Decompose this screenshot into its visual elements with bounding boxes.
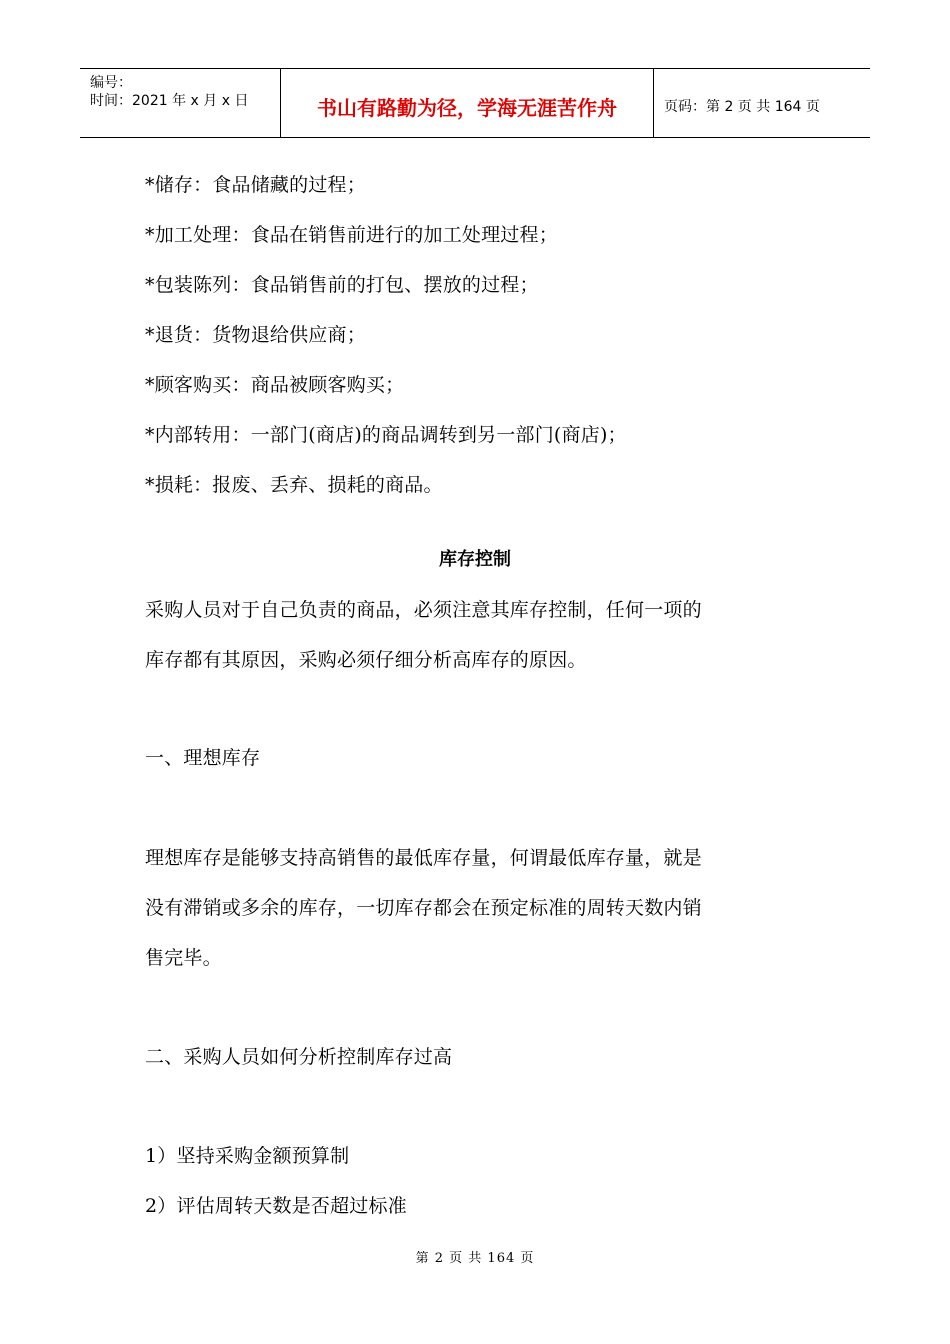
section-title: 库存控制 <box>439 549 511 570</box>
bullet-processing: *加工处理：食品在销售前进行的加工处理过程； <box>145 224 558 246</box>
header-page-info: 页码：第 2 页 共 164 页 <box>664 99 820 115</box>
subsection-title-analysis: 二、采购人员如何分析控制库存过高 <box>145 1046 453 1068</box>
paragraph-line: 没有滞销或多余的库存，一切库存都会在预定标准的周转天数内销 <box>145 897 702 919</box>
bullet-transfer: *内部转用：一部门(商店)的商品调转到另一部门(商店)； <box>145 424 627 446</box>
bullet-packaging: *包装陈列：食品销售前的打包、摆放的过程； <box>145 274 539 296</box>
intro-line: 采购人员对于自己负责的商品，必须注意其库存控制，任何一项的 <box>145 599 702 621</box>
number-label: 编号： <box>90 75 132 91</box>
bullet-purchase: *顾客购买：商品被顾客购买； <box>145 374 405 396</box>
list-item: 2）评估周转天数是否超过标准 <box>145 1195 407 1217</box>
header-meta <box>80 69 281 137</box>
header-motto: 书山有路勤为径，学海无涯苦作舟 <box>281 69 654 137</box>
date-label: 时间：2021 年 x 月 x 日 <box>90 93 249 109</box>
paragraph-line: 售完毕。 <box>145 947 222 969</box>
bullet-loss: *损耗：报废、丢弃、损耗的商品。 <box>145 474 443 496</box>
bullet-storage: *储存：食品储藏的过程； <box>145 174 366 196</box>
intro-line: 库存都有其原因，采购必须仔细分析高库存的原因。 <box>145 649 587 671</box>
bullet-return: *退货：货物退给供应商； <box>145 324 366 346</box>
list-item: 1）坚持采购金额预算制 <box>145 1145 350 1167</box>
page-header <box>80 68 870 138</box>
page-footer: 第 2 页 共 164 页 <box>415 1251 535 1266</box>
subsection-title-ideal-stock: 一、理想库存 <box>145 747 261 769</box>
paragraph-line: 理想库存是能够支持高销售的最低库存量，何谓最低库存量，就是 <box>145 847 702 869</box>
